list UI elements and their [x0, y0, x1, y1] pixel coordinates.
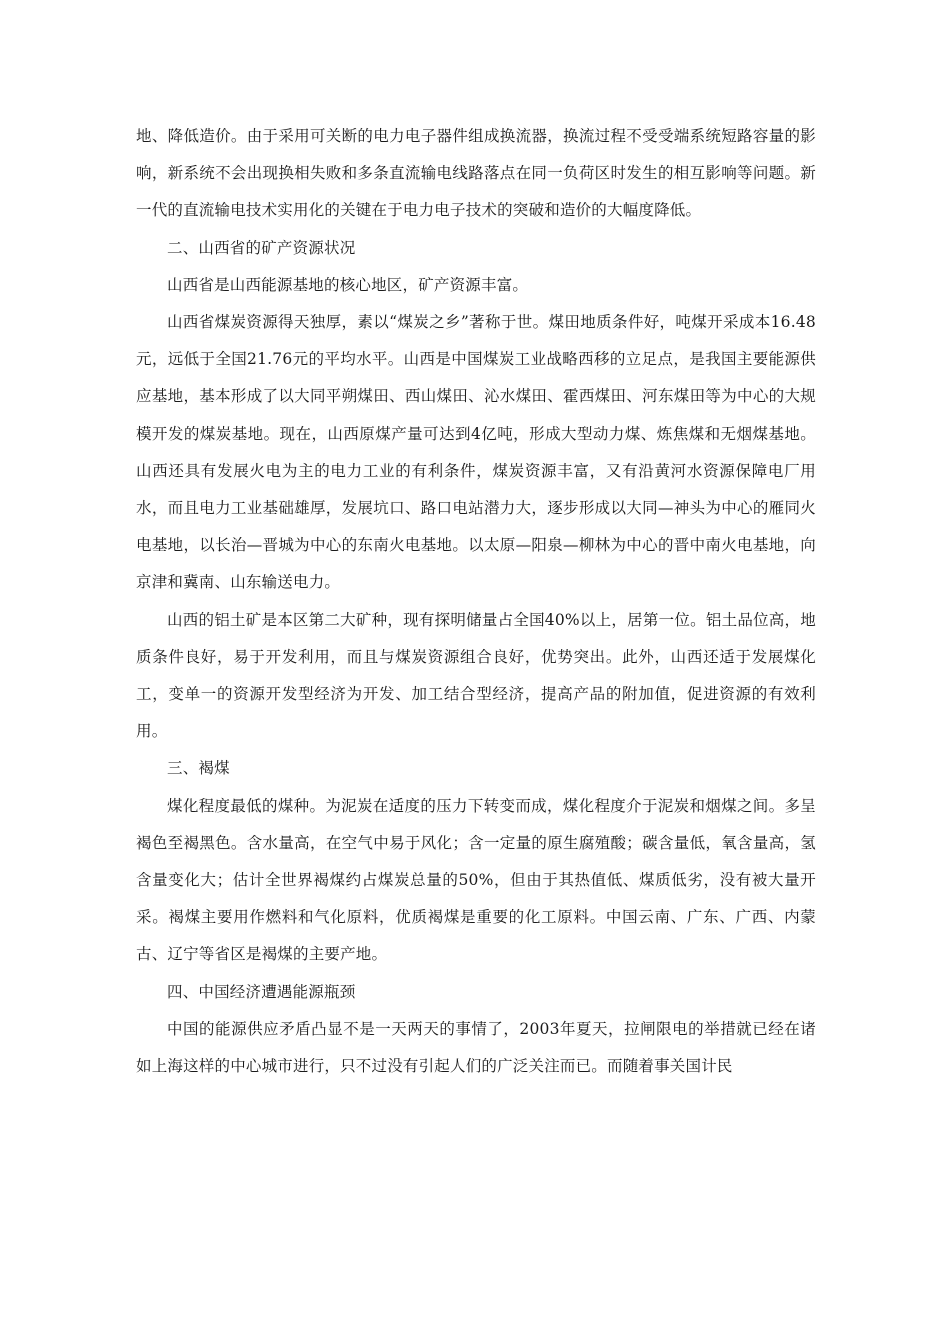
paragraph-continuation: 地、降低造价。由于采用可关断的电力电子器件组成换流器，换流过程不受受端系统短路容量的影响，新系统不会出现换相失败和多条直流输电线路落点在同一负荷区时发生的相互影响等问题。新一代的直流输电技术实用化的关键在于电力电子技术的突破和造价的大幅度降低。 — [136, 127, 816, 220]
section-heading-lignite: 三、褐煤 — [167, 759, 230, 778]
section-heading-shanxi-minerals: 二、山西省的矿产资源状况 — [167, 238, 356, 257]
paragraph: 山西省是山西能源基地的核心地区，矿产资源丰富。 — [167, 275, 529, 294]
paragraph: 中国的能源供应矛盾凸显不是一天两天的事情了，2003年夏天，拉闸限电的举措就已经在诸如上海这样的中心城市进行，只不过没有引起人们的广泛关注而已。而随着事关国计民 — [136, 1019, 816, 1076]
paragraph: 山西省煤炭资源得天独厚，素以“煤炭之乡”著称于世。煤田地质条件好，吨煤开采成本16.48元，远低于全国21.76元的平均水平。山西是中国煤炭工业战略西移的立足点，是我国主要能源供应基地，基本形成了以大同平朔煤田、西山煤田、沁水煤田、霍西煤田、河东煤田等为中心的大规模开发的煤炭基地。现在，山西原煤产量可达到4亿吨，形成大型动力煤、炼焦煤和无烟煤基地。山西还具有发展火电为主的电力工业的有利条件，煤炭资源丰富，又有沿黄河水资源保障电厂用水，而且电力工业基础雄厚，发展坑口、路口电站潜力大，逐步形成以大同—神头为中心的雁同火电基地，以长治—晋城为中心的东南火电基地。以太原—阳泉—柳林为中心的晋中南火电基地，向京津和冀南、山东输送电力。 — [136, 313, 816, 592]
paragraph: 山西的铝土矿是本区第二大矿种，现有探明储量占全国40%以上，居第一位。铝土品位高，地质条件良好，易于开发利用，而且与煤炭资源组合良好，优势突出。此外，山西还适于发展煤化工，变单一的资源开发型经济为开发、加工结合型经济，提高产品的附加值，促进资源的有效利用。 — [136, 610, 816, 741]
section-heading-energy-bottleneck: 四、中国经济遭遇能源瓶颈 — [167, 982, 356, 1001]
paragraph: 煤化程度最低的煤种。为泥炭在适度的压力下转变而成，煤化程度介于泥炭和烟煤之间。多呈褐色至褐黑色。含水量高，在空气中易于风化；含一定量的原生腐殖酸；碳含量低，氧含量高，氢含量变化大；估计全世界褐煤约占煤炭总量的50%，但由于其热值低、煤质低劣，没有被大量开采。褐煤主要用作燃料和气化原料，优质褐煤是重要的化工原料。中国云南、广东、广西、内蒙古、辽宁等省区是褐煤的主要产地。 — [136, 796, 816, 964]
document-page — [136, 118, 816, 1085]
